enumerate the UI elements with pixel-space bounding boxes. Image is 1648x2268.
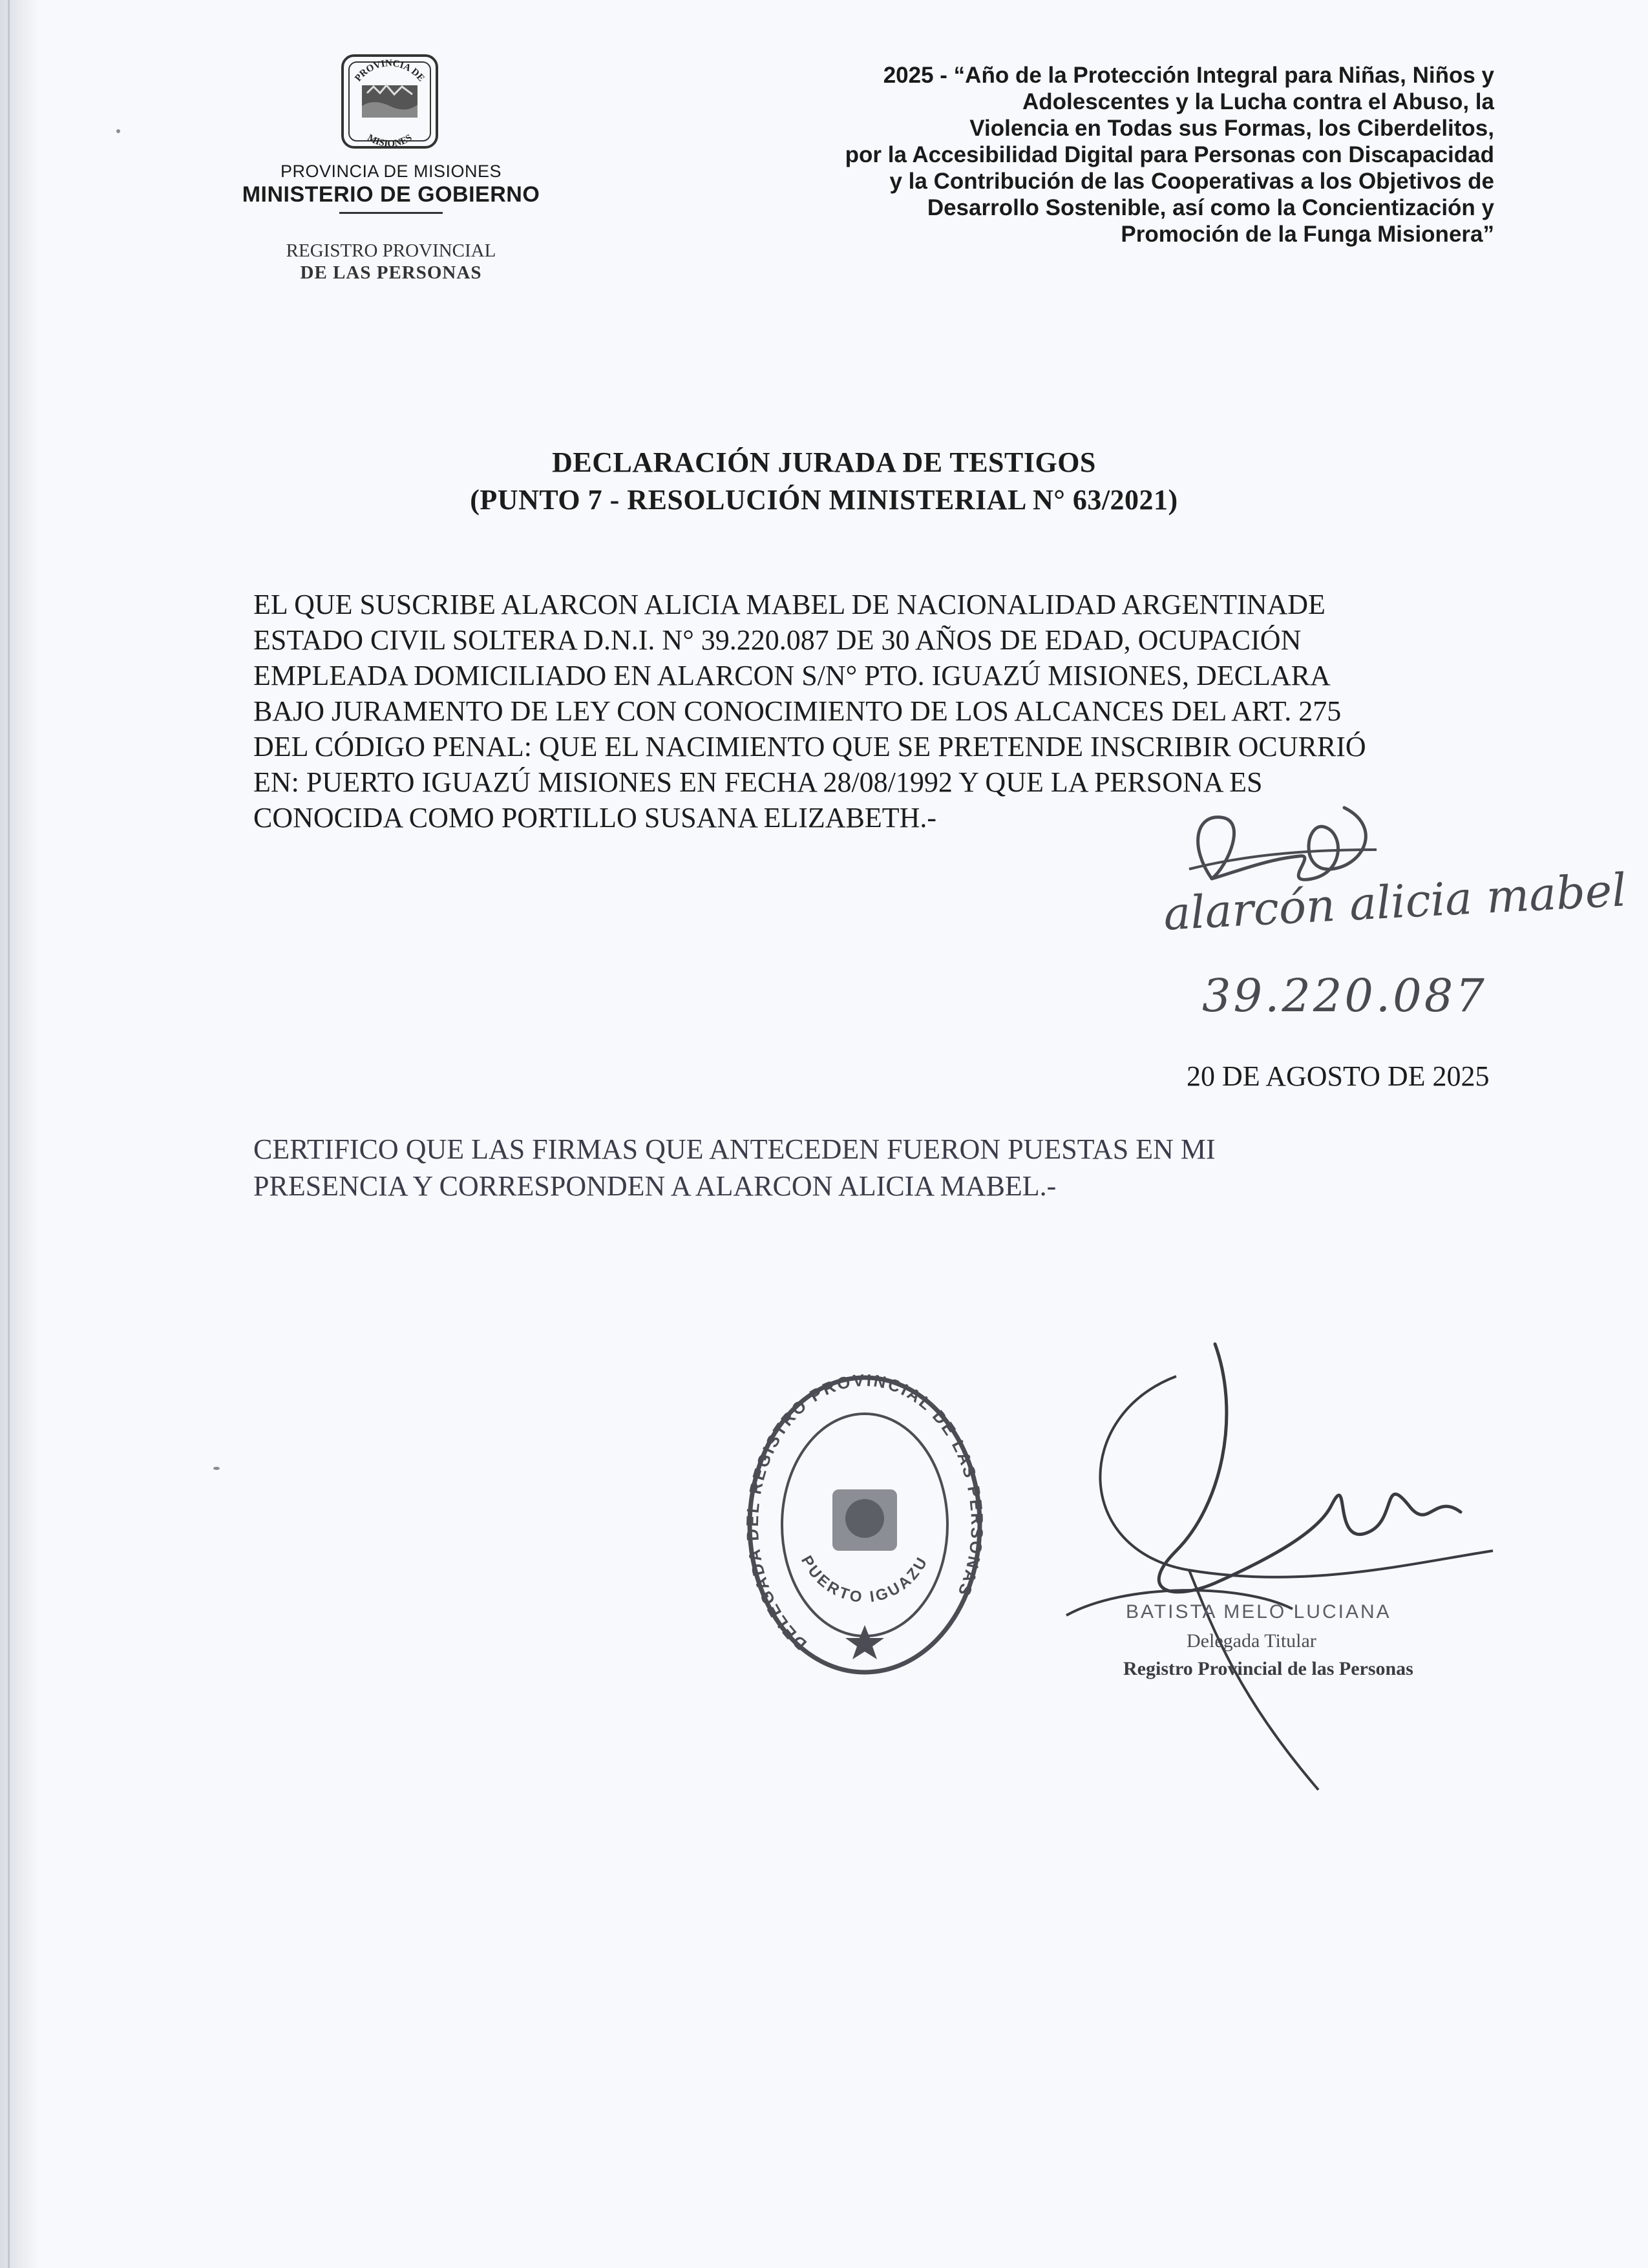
document-title: DECLARACIÓN JURADA DE TESTIGOS bbox=[552, 446, 1096, 478]
declaration-line: CONOCIDA COMO PORTILLO SUSANA ELIZABETH.- bbox=[253, 802, 937, 834]
declaration-line: BAJO JURAMENTO DE LEY CON CONOCIMIENTO DE LOS ALCANCES DEL ART. 275 bbox=[253, 695, 1342, 727]
document-date: 20 DE AGOSTO DE 2025 bbox=[1187, 1060, 1490, 1092]
official-registry: Registro Provincial de las Personas bbox=[1123, 1658, 1413, 1679]
official-name: BATISTA MELO LUCIANA bbox=[1126, 1601, 1391, 1622]
motto-line: y la Contribución de las Cooperativas a los Objetivos de bbox=[889, 169, 1494, 194]
document-subtitle: (PUNTO 7 - RESOLUCIÓN MINISTERIAL N° 63/2021) bbox=[470, 484, 1178, 516]
scan-edge bbox=[0, 0, 39, 2268]
certification-line: PRESENCIA Y CORRESPONDEN A ALARCON ALICIA MABEL.- bbox=[253, 1170, 1057, 1202]
witness-handwritten-name: alarcón alicia mabel bbox=[1162, 863, 1628, 941]
ministry-line: MINISTERIO DE GOBIERNO bbox=[242, 182, 540, 207]
motto-line: por la Accesibilidad Digital para Personas con Discapacidad bbox=[845, 142, 1494, 167]
official-role: Delegada Titular bbox=[1187, 1630, 1316, 1652]
registry-line-2: DE LAS PERSONAS bbox=[300, 262, 482, 283]
header-divider bbox=[339, 212, 443, 214]
province-seal-icon bbox=[335, 47, 445, 156]
motto-line: Desarrollo Sostenible, así como la Concientización y bbox=[927, 195, 1494, 220]
witness-handwritten-dni: 39.220.087 bbox=[1202, 969, 1487, 1022]
scan-speck bbox=[116, 129, 120, 133]
logo-text-top: PROVINCIA DE bbox=[353, 58, 427, 84]
scan-speck bbox=[213, 1467, 220, 1470]
stamp-inner-text: PUERTO IGUAZU bbox=[798, 1553, 932, 1607]
stamp-ring-text: DELEGADA DEL REGISTRO PROVINCIAL DE LAS PERSONAS bbox=[742, 1370, 988, 1654]
motto-line: Promoción de la Funga Misionera” bbox=[1121, 222, 1494, 247]
stamp-star-icon bbox=[845, 1625, 884, 1659]
logo-text-bottom: MISIONES bbox=[365, 132, 414, 150]
official-signature bbox=[1047, 1338, 1512, 1835]
motto-line: Adolescentes y la Lucha contra el Abuso, la bbox=[1022, 89, 1494, 114]
certification-line: CERTIFICO QUE LAS FIRMAS QUE ANTECEDEN FUERON PUESTAS EN MI bbox=[253, 1133, 1216, 1165]
year-motto bbox=[525, 62, 1494, 247]
declaration-line: ESTADO CIVIL SOLTERA D.N.I. N° 39.220.087 DE 30 AÑOS DE EDAD, OCUPACIÓN bbox=[253, 624, 1302, 656]
registry-line-1: REGISTRO PROVINCIAL bbox=[286, 240, 496, 261]
declaration-line: EN: PUERTO IGUAZÚ MISIONES EN FECHA 28/08/1992 Y QUE LA PERSONA ES bbox=[253, 766, 1263, 798]
declaration-line: EMPLEADA DOMICILIADO EN ALARCON S/N° PTO. IGUAZÚ MISIONES, DECLARA bbox=[253, 660, 1331, 691]
motto-line: Violencia en Todas sus Formas, los Ciberdelitos, bbox=[969, 116, 1494, 141]
registry-stamp bbox=[742, 1370, 988, 1680]
declaration-line: DEL CÓDIGO PENAL: QUE EL NACIMIENTO QUE SE PRETENDE INSCRIBIR OCURRIÓ bbox=[253, 731, 1366, 762]
certification-text bbox=[253, 1131, 1216, 1204]
svg-text:PUERTO IGUAZU bbox=[798, 1553, 932, 1606]
province-line: PROVINCIA DE MISIONES bbox=[280, 162, 502, 181]
declaration-line: EL QUE SUSCRIBE ALARCON ALICIA MABEL DE NACIONALIDAD ARGENTINADE bbox=[253, 589, 1326, 620]
motto-line: 2025 - “Año de la Protección Integral para Niñas, Niños y bbox=[883, 63, 1494, 88]
